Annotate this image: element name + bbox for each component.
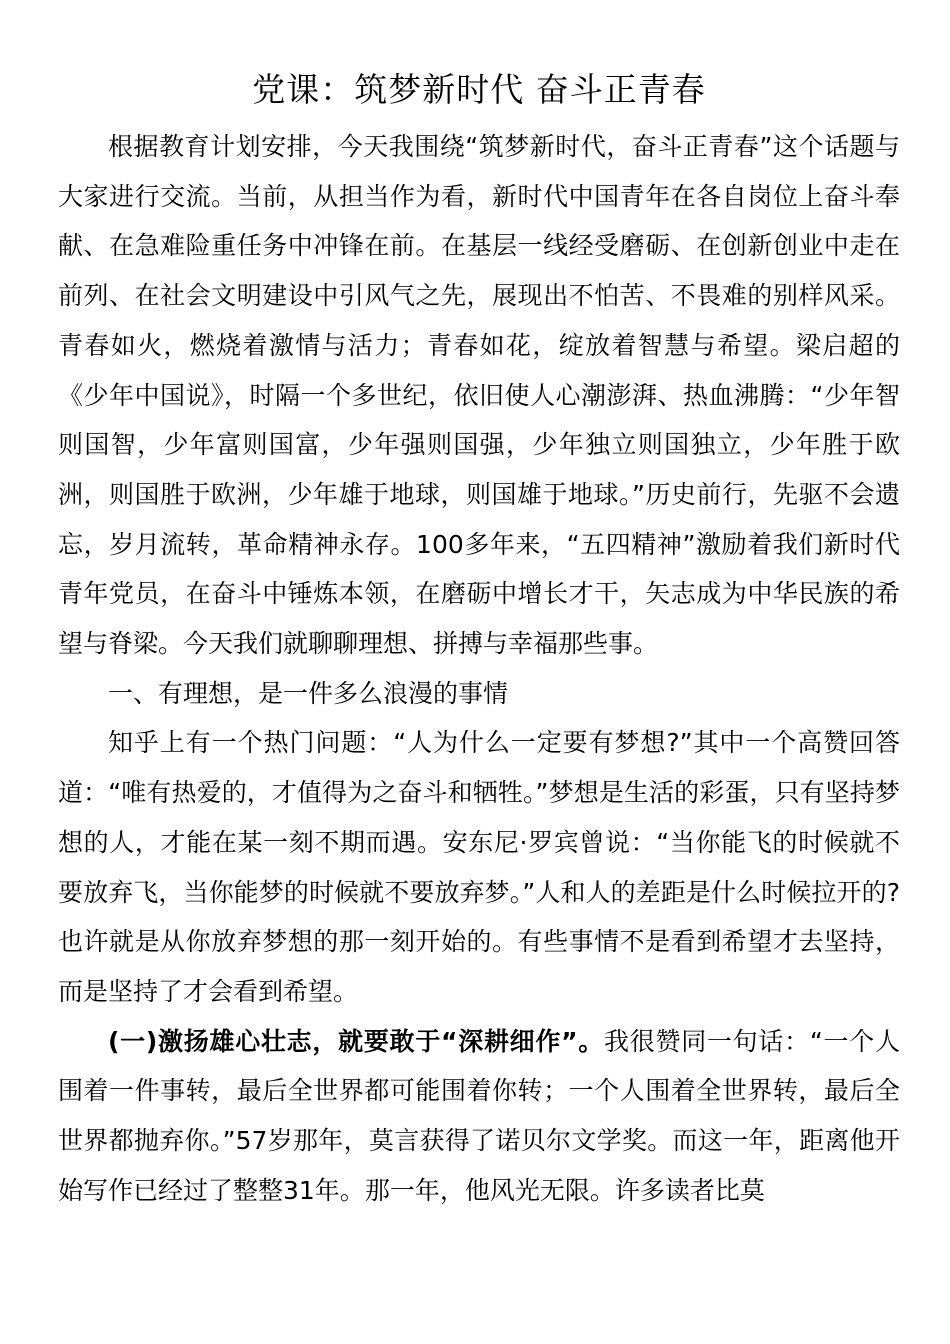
subsection-1-paragraph	[58, 1017, 900, 1216]
section-1-paragraph: 知乎上有一个热门问题：“人为什么一定要有梦想?”其中一个高赞回答道：“唯有热爱的，才值得为之奋斗和牺牲。”梦想是生活的彩蛋，只有坚持梦想的人，才能在某一刻不期而遇。安东尼·罗宾曾说：“当你能飞的时候就不要放弃飞，当你能梦的时候就不要放弃梦。”人和人的差距是什么时候拉开的?也许就是从你放弃梦想的那一刻开始的。有些事情不是看到希望才去坚持，而是坚持了才会看到希望。	[58, 728, 900, 1006]
subsection-1-heading: (一)激扬雄心壮志，就要敢于“深耕细作”。	[108, 1026, 605, 1056]
section-heading-1: 一、有理想，是一件多么浪漫的事情	[108, 678, 509, 708]
document-title: 党课：筑梦新时代 奋斗正青春	[252, 70, 706, 109]
intro-paragraph: 根据教育计划安排，今天我围绕“筑梦新时代，奋斗正青春”这个话题与大家进行交流。当前，从担当作为看，新时代中国青年在各自岗位上奋斗奉献、在急难险重任务中冲锋在前。在基层一线经受磨砺、在创新创业中走在前列、在社会文明建设中引风气之先，展现出不怕苦、不畏难的别样风采。青春如火，燃烧着激情与活力；青春如花，绽放着智慧与希望。梁启超的《少年中国说》，时隔一个多世纪，依旧使人心潮澎湃、热血沸腾：“少年智则国智，少年富则国富，少年强则国强，少年独立则国独立，少年胜于欧洲，则国胜于欧洲，少年雄于地球，则国雄于地球。”历史前行，先驱不会遗忘，岁月流转，革命精神永存。100多年来，“五四精神”激励着我们新时代青年党员，在奋斗中锤炼本领，在磨砺中增长才干，矢志成为中华民族的希望与脊梁。今天我们就聊聊理想、拼搏与幸福那些事。	[58, 132, 900, 659]
subsection-1-text: 我很赞同一句话：“一个人围着一件事转，最后全世界都可能围着你转；一个人围着全世界转，最后全世界都抛弃你。”57岁那年，莫言获得了诺贝尔文学奖。而这一年，距离他开始写作已经过了整整31年。那一年，他风光无限。许多读者比莫	[58, 1026, 901, 1205]
document-page	[58, 62, 900, 1215]
